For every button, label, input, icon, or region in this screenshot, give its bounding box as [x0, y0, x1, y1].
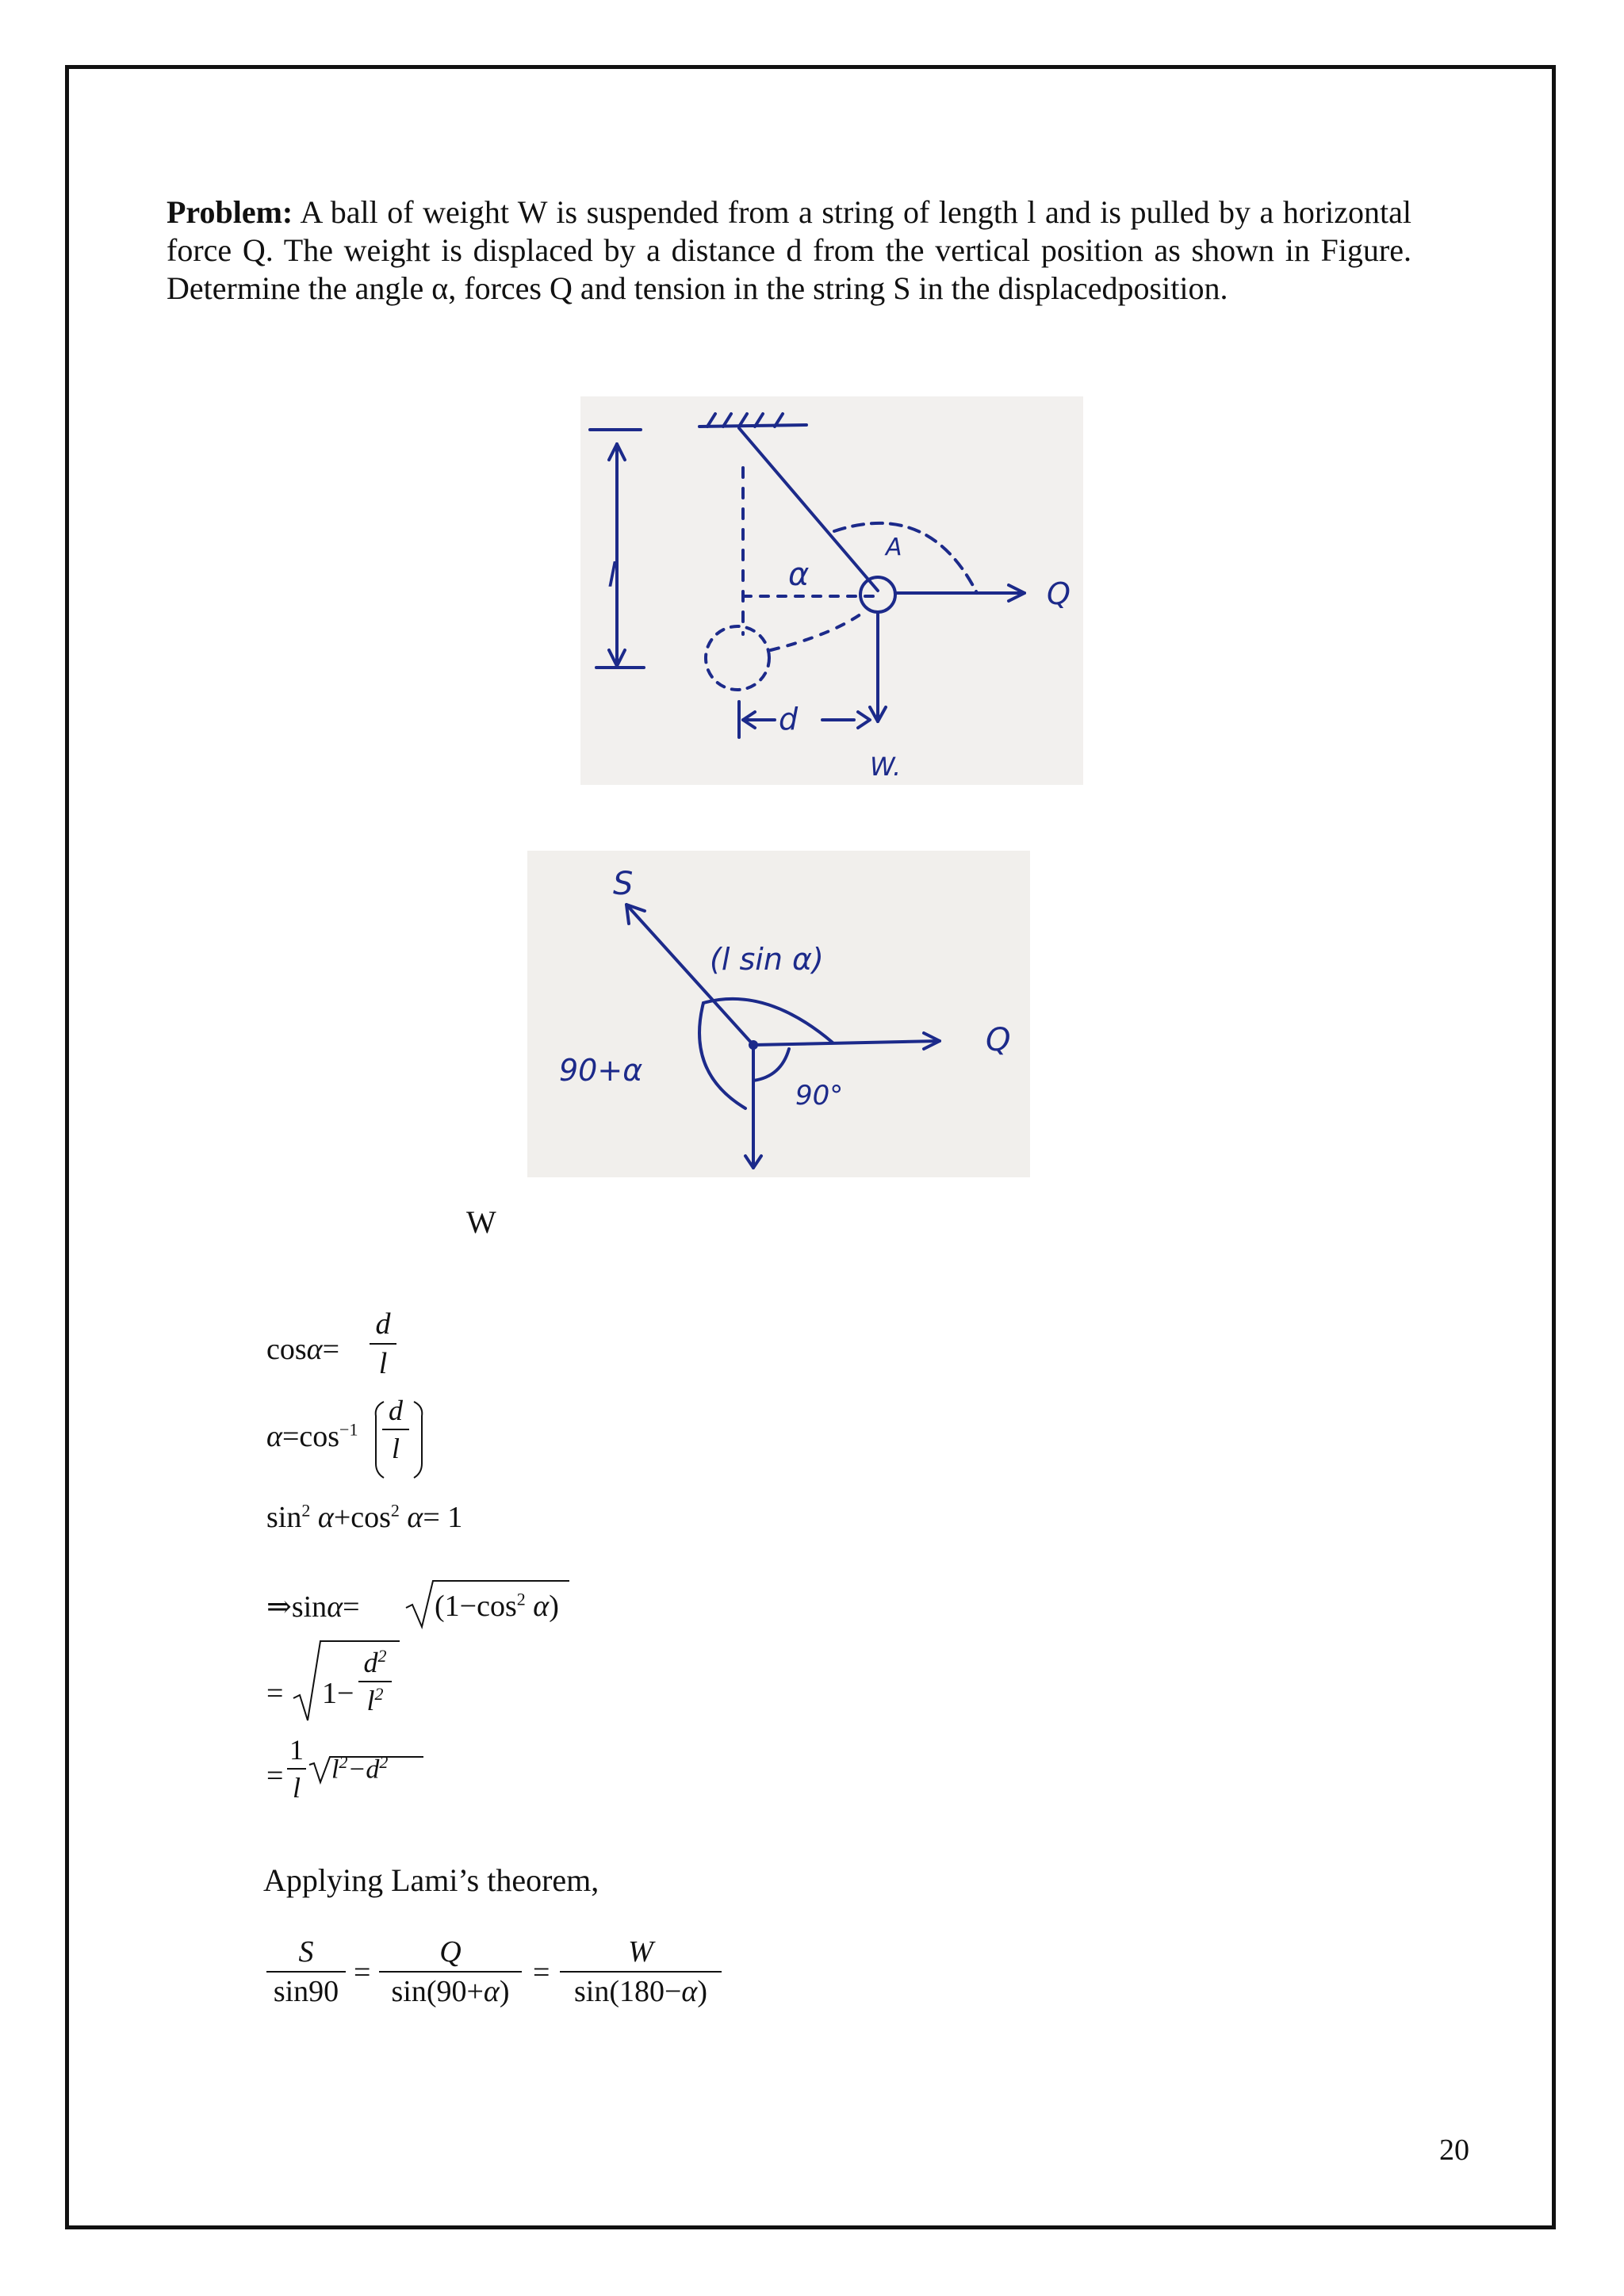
- label-alpha: α: [788, 557, 810, 593]
- pendulum-sketch: [580, 396, 1083, 785]
- figure-free-body: [527, 851, 1030, 1177]
- lami-frac-1: S sin90: [266, 1934, 346, 2009]
- arc-upper: [703, 999, 833, 1043]
- ceiling-line: [699, 425, 806, 427]
- w-caption: W: [466, 1204, 496, 1240]
- eq6-fraction: 1 l: [287, 1733, 306, 1804]
- eq6: =: [266, 1759, 284, 1793]
- label-Q: Q: [1047, 576, 1071, 611]
- label-S: S: [613, 866, 634, 902]
- label-A: A: [886, 534, 902, 561]
- eq3: $\sin^2 \alpha+\cos^2$ α= 1: [266, 1500, 463, 1534]
- lami-frac-3: W sin(180−α): [560, 1934, 722, 2009]
- problem-statement: [167, 193, 1411, 308]
- swing-path: [771, 610, 866, 650]
- lami-eq-2: =: [533, 1956, 550, 1989]
- eq1: cosα=: [266, 1333, 340, 1366]
- eq5-one: 1−: [322, 1677, 354, 1710]
- eq1-fraction: d l: [370, 1307, 396, 1381]
- problem-heading: Problem:: [167, 194, 293, 230]
- eq5-den: $l^2$: [366, 1684, 384, 1716]
- page-number: 20: [1439, 2133, 1469, 2167]
- eq2-fraction: d l: [382, 1394, 409, 1465]
- hatch: [707, 414, 715, 427]
- eq6-radicand: $l^2-d^2$: [331, 1752, 389, 1785]
- lami-den-2: sin(90+α): [391, 1975, 510, 2008]
- d-arrow-right: [858, 712, 870, 728]
- figure-pendulum: [580, 396, 1083, 785]
- lami-frac-2: Q sin(90+α): [379, 1934, 522, 2009]
- label-90: 90°: [795, 1080, 844, 1112]
- eq2: $\alpha=\cos^{-1}$: [266, 1419, 358, 1453]
- problem-text: A ball of weight W is suspended from a string of length l and is pulled by a horizontal force Q. The weight is displaced by a distance d from the vertical position as shown in Figure. Determine the angle α, forces Q and tension in the string S in the displacedposition.: [167, 194, 1411, 306]
- eq2-parens: [373, 1395, 452, 1483]
- joint-dot: [749, 1040, 758, 1050]
- eq5-num: $d^2$: [363, 1646, 387, 1678]
- arc-right: [753, 1049, 789, 1081]
- arc-left: [699, 1003, 745, 1108]
- label-Q: Q: [986, 1022, 1011, 1058]
- original-ball: [706, 626, 769, 690]
- label-d: d: [779, 702, 799, 737]
- lami-intro: Applying Lami’s theorem,: [263, 1862, 599, 1898]
- label-90a: 90+α: [559, 1053, 643, 1088]
- label-lsin: (l sin α): [710, 942, 824, 977]
- eq4-radicand: ($1-\cos^2$ α): [435, 1589, 559, 1623]
- lami-eq-1: =: [354, 1956, 371, 1989]
- label-W: W.: [870, 752, 902, 782]
- eq5-fraction: [358, 1646, 392, 1717]
- eq5: =: [266, 1677, 284, 1710]
- label-l: l: [607, 556, 617, 595]
- lami-den-3: sin(180−α): [573, 1975, 708, 2008]
- q-arrow-line: [753, 1041, 940, 1045]
- eq4: ⇒sinα=: [266, 1590, 360, 1624]
- angle-arc: [834, 523, 977, 593]
- free-body-sketch: [527, 851, 1030, 1177]
